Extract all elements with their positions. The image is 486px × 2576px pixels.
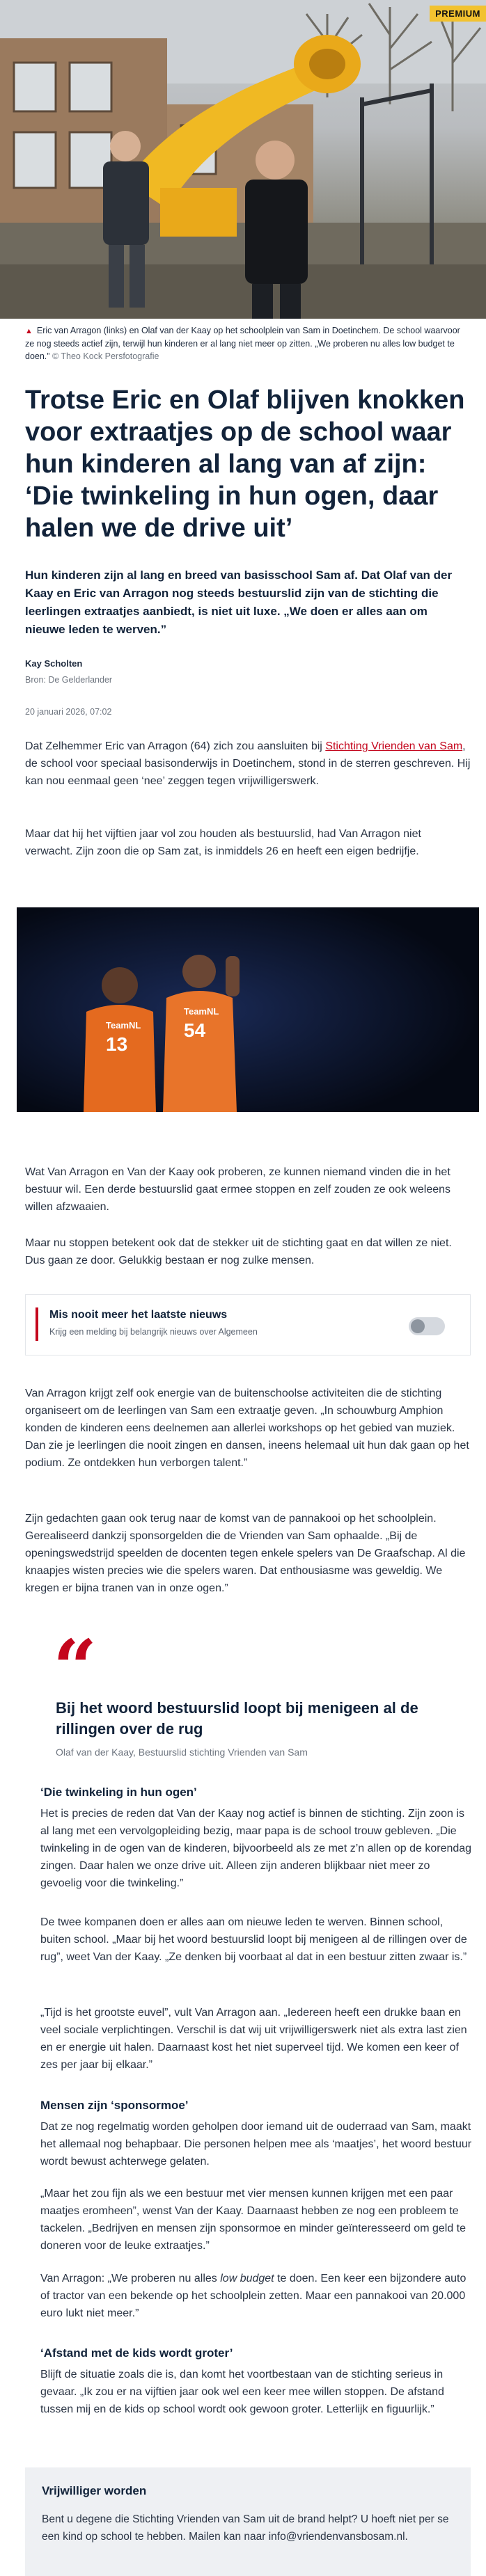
player-2-head	[182, 955, 216, 988]
paragraph-3: Wat Van Arragon en Van der Kaay ook proberen, ze kunnen niemand vinden die in het bestuur wil. Een derde bestuurslid gaat ermee stoppen en zelf zouden ze ook weleens willen afzwaaien.	[25, 1166, 451, 1213]
stichting-link[interactable]: Stichting Vrienden van Sam	[325, 740, 463, 752]
caption-triangle-icon: ▲	[25, 327, 33, 335]
player-1-team-label: TeamNL	[106, 1020, 141, 1031]
volunteer-infobox	[25, 2467, 471, 2576]
publish-date: 20 januari 2026, 07:02	[25, 707, 112, 717]
photo-credit: © Theo Kock Persfotografie	[52, 351, 159, 361]
s2-paragraph-3-after: te doen. Een keer een bijzondere auto of tractor van een bekende op het schoolplein zetten. Maar een pannakooi van 20.000 euro lukt niet meer.”	[40, 2273, 467, 2319]
s3-paragraph-1: Blijft de situatie zoals die is, dan komt het voortbestaan van de stichting serieus in gevaar. „Ik zou er na vijftien jaar ook wel een keer mee willen stoppen. De afstand tussen mij en de kids op school wordt ook gewoon groter. Letterlijk en figuurlijk.”	[40, 2369, 444, 2415]
article-source: Bron: De Gelderlander	[25, 675, 113, 685]
s2-paragraph-3-before: Van Arragon: „We proberen nu alles	[40, 2273, 221, 2284]
s2-paragraph-1: Dat ze nog regelmatig worden geholpen door iemand uit de ouderraad van Sam, maakt het allemaal nog behapbaar. Die personen helpen mee als ‘maatjes’, het woord bestuur wordt bewust achterwege gelaten.	[40, 2121, 472, 2168]
player-1-head	[102, 967, 138, 1003]
s1-paragraph-1: Het is precies de reden dat Van der Kaay nog actief is binnen de stichting. Zijn zoon is al lang met een vervolgopleiding bezig, maar papa is de school trouw gebleven. „Die twinkeling in de ogen van de kinderen, bijvoorbeeld als ze met z’n allen op de korendag zingen. Daar halen we onze drive uit. Alleen zijn anderen blijkbaar niet meer zo gevoelig voor die twinkeling.”	[40, 1808, 472, 1889]
s1-paragraph-2: De twee kompanen doen er alles aan om nieuwe leden te werven. Binnen school, buiten school. „Maar bij het woord bestuurslid loopt bij menigeen al de rillingen over de rug”, weet Van der Kaay. „Ze denken bij voorbaat al dat in een bestuur zitten zwaar is.”	[40, 1916, 467, 1963]
toggle-knob	[411, 1319, 425, 1333]
news-alert-subtitle: Krijg een melding bij belangrijk nieuws over Algemeen	[49, 1327, 258, 1337]
paragraph-1	[25, 738, 471, 790]
pull-quote: Bij het woord bestuurslid loopt bij menigeen al de rillingen over de rug	[56, 1699, 418, 1738]
news-alert-toggle[interactable]	[409, 1317, 445, 1335]
author-name[interactable]: Kay Scholten	[25, 658, 83, 669]
video-player[interactable]	[17, 907, 479, 1112]
video-thumbnail	[17, 907, 479, 1112]
hero-photo-illustration	[0, 0, 486, 319]
paragraph-1-before: Dat Zelhemmer Eric van Arragon (64) zich zou aansluiten bij	[25, 740, 326, 752]
paragraph-4: Maar nu stoppen betekent ook dat de stekker uit de stichting gaat en dat willen ze niet. Dus gaan ze door. Gelukkig bestaan er nog zulke mensen.	[25, 1237, 452, 1266]
photo-caption	[25, 324, 471, 363]
paragraph-5: Van Arragon krijgt zelf ook energie van de buitenschoolse activiteiten die de stichting organiseert om de leerlingen van Sam een extraatje geven. „In schouwburg Amphion konden de kinderen eens deelnemen aan allerlei workshops op het gebied van muziek. Dan zie je leerlingen die nooit zingen en dansen, ineens helemaal uit hun dak gaan op het podium. Ze ontdekken hun verborgen talent.”	[25, 1388, 469, 1469]
article-headline: Trotse Eric en Olaf blijven knokken voor extraatjes op de school waar hun kinderen al lang van af zijn: ‘Die twinkeling in hun ogen, daar halen we de drive uit’	[25, 385, 465, 543]
player-2-number: 54	[184, 1019, 206, 1041]
infobox-title: Vrijwilliger worden	[42, 2484, 147, 2497]
premium-badge: PREMIUM	[430, 6, 486, 22]
quote-author: Olaf van der Kaay, Bestuurslid stichting Vrienden van Sam	[56, 1747, 308, 1758]
hero-photo	[0, 0, 486, 319]
quote-icon: “	[53, 1623, 97, 1712]
news-alert-title: Mis nooit meer het laatste nieuws	[49, 1309, 228, 1321]
news-alert-accent	[36, 1307, 38, 1341]
s2-paragraph-3	[40, 2270, 472, 2322]
subheading-sponsormoe: Mensen zijn ‘sponsormoe’	[40, 2099, 189, 2112]
paragraph-1-after: , de school voor speciaal basisonderwijs in Doetinchem, stond in de sterren geschreven. Hij kan nou eenmaal geen ‘nee’ zeggen tegen vrijwilligerswerk.	[25, 740, 471, 787]
s2-paragraph-3-emphasis: low budget	[220, 2273, 274, 2284]
subheading-afstand: ‘Afstand met de kids wordt groter’	[40, 2346, 233, 2360]
news-alert-box	[25, 1294, 471, 1355]
subheading-twinkeling: ‘Die twinkeling in hun ogen’	[40, 1786, 197, 1799]
article-lead: Hun kinderen zijn al lang en breed van basisschool Sam af. Dat Olaf van der Kaay en Eric van Arragon nog steeds bestuurslid zijn van de stichting die leerlingen extraatjes aanbiedt, is niet uit luxe. „We doen er alles aan om nieuwe leden te werven.”	[25, 569, 453, 636]
player-1-number: 13	[106, 1033, 128, 1055]
s1-paragraph-3: „Tijd is het grootste euvel”, vult Van Arragon aan. „Iedereen heeft een drukke baan en veel sociale verplichtingen. Verschil is dat wij uit vrijwilligerswerk niet als extra last zien en er energie uit halen. Daarnaast kost het niet superveel tijd. We komen een keer of zes per jaar bij elkaar.”	[40, 2007, 467, 2071]
paragraph-2: Maar dat hij het vijftien jaar vol zou houden als bestuurslid, had Van Arragon niet verwacht. Zijn zoon die op Sam zat, is inmiddels 26 en heeft een eigen bedrijfje.	[25, 828, 421, 857]
paragraph-6: Zijn gedachten gaan ook terug naar de komst van de pannakooi op het schoolplein. Gerealiseerd dankzij sponsorgelden die de Vrienden van Sam ophaalde. „Bij de openingswedstrijd speelden de docenten tegen enkele spelers van De Graafschap. Al die knaapjes wisten precies wie die spelers waren. Dat enthousiasme was geweldig. We kregen er bijna tranen van in onze ogen.”	[25, 1513, 466, 1594]
player-2-arm	[226, 956, 240, 996]
caption-text: Eric van Arragon (links) en Olaf van der Kaay op het schoolplein van Sam in Doetinchem. De school waarvoor ze nog steeds actief zijn, terwijl hun kinderen er al lang niet meer op zitten. „We proberen nu alles low budget te doen.”	[25, 326, 460, 361]
s2-paragraph-2: „Maar het zou fijn als we een bestuur met vier mensen kunnen krijgen met een paar maatjes eromheen”, wenst Van der Kaay. Daarnaast hebben ze nog een probleem te tackelen. „Bedrijven en mensen zijn sponsormoe en minder geïnteresseerd om geld te doneren voor de leuke extraatjes.”	[40, 2188, 466, 2252]
player-2-team-label: TeamNL	[184, 1006, 219, 1017]
infobox-text: Bent u degene die Stichting Vrienden van Sam uit de brand helpt? U hoeft niet per se een kind op school te hebben. Mailen kan naar info@vriendenvansbosam.nl.	[42, 2513, 449, 2543]
